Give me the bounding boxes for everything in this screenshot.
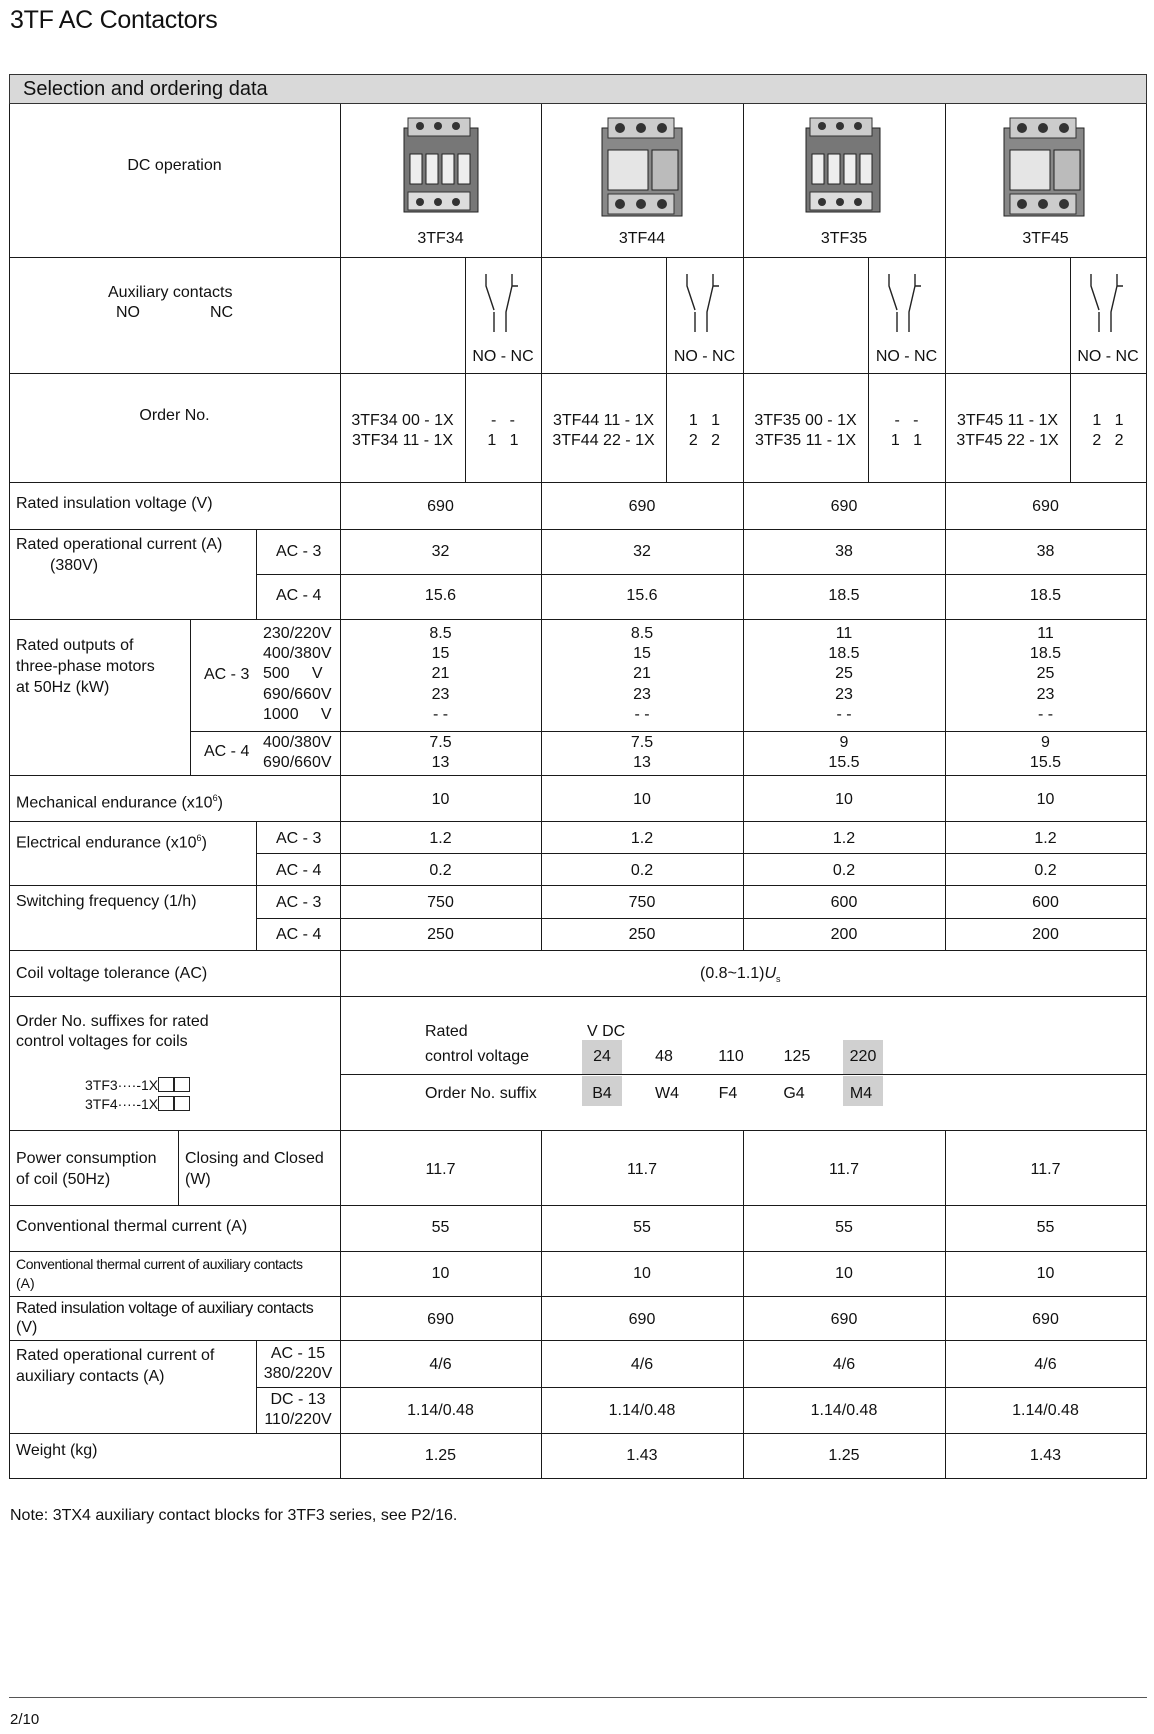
- control-voltage-label: control voltage: [425, 1048, 530, 1065]
- table-cell: 23: [633, 685, 651, 703]
- contact-symbol-icon: [1083, 272, 1127, 334]
- electrical-endurance-label: Electrical endurance $(x10^6)$: [16, 833, 207, 852]
- table-cell: - -: [432, 705, 449, 723]
- no-nc-label: NO - NC: [673, 348, 736, 365]
- table-cell: 690: [628, 498, 656, 515]
- table-cell: 23: [835, 685, 853, 703]
- no-nc-count: 2 2: [688, 432, 721, 449]
- no-nc-label: NO - NC: [472, 348, 534, 365]
- table-cell: 15.6: [626, 587, 658, 604]
- footnote: Note: 3TX4 auxiliary contact blocks for 3TF3 series, see P2/16.: [10, 1507, 458, 1524]
- table-cell: 10: [431, 1265, 450, 1282]
- power-sub-label: Closing and Closed: [185, 1150, 324, 1167]
- table-cell: 0.2: [832, 862, 856, 879]
- order-number: 3TF44 11 - 1X: [552, 412, 655, 429]
- table-cell: 38: [1036, 543, 1055, 560]
- contactor-image-3tf35: [802, 114, 886, 226]
- suffixes-label: Order No. suffixes for rated: [16, 1013, 209, 1030]
- suffix-value: B4: [592, 1085, 612, 1102]
- table-cell: 15: [431, 645, 450, 663]
- order-number: 3TF44 22 - 1X: [552, 432, 655, 449]
- insulation-aux-label: Rated insulation voltage of auxiliary contacts: [16, 1300, 314, 1317]
- contact-symbol-icon: [679, 272, 723, 334]
- power-sub-label: (W): [185, 1171, 211, 1188]
- table-cell: 13: [431, 754, 450, 772]
- table-cell: 600: [830, 894, 858, 911]
- table-cell: - -: [836, 705, 852, 723]
- utilization-category: 110/220V: [264, 1411, 332, 1428]
- voltage-value: 125: [783, 1048, 811, 1065]
- dc-operation-label: DC operation: [127, 157, 222, 174]
- table-cell: 1.2: [630, 830, 654, 847]
- table-cell: 10: [633, 791, 651, 808]
- table-cell: 1.25: [424, 1447, 457, 1464]
- coil-tolerance-value: $(0.8\sim 1.1)U_s$: [700, 965, 781, 985]
- rated-insulation-label: Rated insulation voltage (V): [16, 495, 213, 512]
- utilization-category: AC - 15: [270, 1345, 326, 1362]
- table-cell: 4/6: [1034, 1356, 1057, 1373]
- table-cell: 25: [1036, 665, 1055, 683]
- no-nc-count: 1 1: [487, 432, 519, 449]
- power-consumption-label: of coil (50Hz): [16, 1171, 111, 1188]
- table-cell: 32: [633, 543, 651, 560]
- contact-symbol-icon: [881, 272, 925, 334]
- table-cell: 1.2: [429, 830, 452, 847]
- voltage-rating: 690/660V: [263, 685, 332, 703]
- order-number: 3TF34 00 - 1X: [351, 412, 454, 429]
- contact-symbol-icon: [478, 272, 522, 334]
- rated-outputs-label: at 50Hz (kW): [16, 679, 110, 696]
- insulation-aux-label: (V): [16, 1319, 38, 1336]
- utilization-category: 380/220V: [263, 1365, 333, 1382]
- table-cell: 23: [431, 685, 450, 703]
- no-nc-count: 1 1: [1092, 412, 1124, 429]
- table-cell: 600: [1032, 894, 1059, 911]
- table-cell: 1.25: [828, 1447, 860, 1464]
- model-label: 3TF35: [820, 230, 868, 247]
- table-cell: 11.7: [829, 1161, 859, 1178]
- page-title: 3TF AC Contactors: [10, 6, 218, 34]
- table-cell: 18.5: [1029, 587, 1062, 604]
- suffix-pattern: 3TF3····-1X: [85, 1077, 190, 1093]
- table-cell: 10: [633, 1265, 651, 1282]
- contactor-image-3tf45: [1000, 114, 1090, 226]
- table-cell: 18.5: [1029, 645, 1062, 663]
- table-cell: 690: [427, 498, 454, 515]
- op-current-aux-label: Rated operational current of: [16, 1347, 215, 1364]
- no-nc-count: 2 2: [1092, 432, 1124, 449]
- table-cell: - -: [1037, 705, 1054, 723]
- voltage-rating: 400/380V: [263, 645, 332, 663]
- table-cell: 15.5: [1029, 754, 1062, 772]
- rated-op-current-label: Rated operational current (A): [16, 536, 223, 553]
- contactor-image-3tf44: [598, 114, 688, 226]
- utilization-category: AC - 4: [276, 862, 322, 879]
- table-cell: 200: [1032, 926, 1059, 943]
- table-cell: 11: [1037, 625, 1054, 642]
- table-cell: 25: [835, 665, 853, 683]
- weight-label: Weight (kg): [16, 1442, 98, 1459]
- power-consumption-label: Power consumption: [16, 1150, 157, 1167]
- table-cell: 7.5: [429, 734, 452, 751]
- table-cell: 690: [1032, 1311, 1059, 1328]
- table-cell: 7.5: [630, 734, 654, 751]
- no-nc-count: - -: [894, 412, 919, 429]
- suffix-value: F4: [718, 1085, 738, 1102]
- suffix-value: G4: [783, 1085, 805, 1102]
- table-cell: 250: [628, 926, 656, 943]
- rated-outputs-label: Rated outputs of: [16, 637, 134, 654]
- table-cell: 1.2: [1034, 830, 1057, 847]
- table-cell: 200: [830, 926, 858, 943]
- order-number: 3TF35 00 - 1X: [754, 412, 857, 429]
- rated-op-current-voltage: (380V): [50, 557, 99, 574]
- aux-contacts-label: Auxiliary contacts: [108, 284, 233, 301]
- vdc-label: V DC: [587, 1023, 626, 1040]
- voltage-rating: 500 V: [263, 665, 323, 683]
- mechanical-endurance-label: Mechanical endurance $(x10^6)$: [16, 793, 223, 812]
- table-cell: 750: [427, 894, 454, 911]
- table-cell: 18.5: [828, 587, 860, 604]
- table-cell: 21: [431, 665, 450, 683]
- table-cell: 9: [1041, 734, 1050, 751]
- table-cell: 11.7: [1030, 1161, 1061, 1178]
- order-no-label: Order No.: [139, 407, 210, 424]
- voltage-rating: 1000 V: [263, 705, 332, 723]
- contactor-image-3tf34: [400, 114, 484, 226]
- table-cell: 10: [835, 1265, 853, 1282]
- order-number: 3TF45 22 - 1X: [956, 432, 1059, 449]
- order-suffix-label: Order No. suffix: [425, 1085, 537, 1102]
- table-cell: 10: [1036, 1265, 1055, 1282]
- suffix-pattern: 3TF4····-1X: [85, 1096, 190, 1112]
- table-cell: 8.5: [630, 625, 654, 642]
- no-nc-label: NO - NC: [1077, 348, 1139, 365]
- voltage-value: 48: [655, 1048, 673, 1065]
- table-cell: 1.14/0.48: [608, 1402, 676, 1419]
- table-cell: 0.2: [429, 862, 452, 879]
- voltage-value: 24: [593, 1048, 611, 1065]
- no-nc-label: NO - NC: [875, 348, 938, 365]
- table-cell: 15: [633, 645, 651, 663]
- voltage-value: 110: [718, 1048, 744, 1065]
- table-cell: 0.2: [1034, 862, 1057, 879]
- order-number: 3TF45 11 - 1X: [956, 412, 1059, 429]
- model-label: 3TF34: [417, 230, 464, 247]
- table-cell: 750: [628, 894, 656, 911]
- utilization-category: AC - 3: [276, 543, 322, 560]
- table-cell: 11.7: [425, 1161, 456, 1178]
- aux-nc-label: NC: [210, 304, 234, 321]
- table-cell: 1.2: [832, 830, 856, 847]
- no-nc-count: 1 1: [890, 432, 923, 449]
- table-cell: 10: [835, 791, 853, 808]
- table-cell: 4/6: [832, 1356, 856, 1373]
- table-cell: 10: [1036, 791, 1055, 808]
- thermal-aux-label: Conventional thermal current of auxiliary contacts: [16, 1256, 303, 1272]
- table-cell: 690: [628, 1311, 656, 1328]
- table-cell: 0.2: [630, 862, 654, 879]
- table-cell: - -: [634, 705, 650, 723]
- table-cell: 23: [1036, 685, 1055, 703]
- switching-frequency-label: Switching frequency (1/h): [16, 893, 197, 910]
- voltage-rating: 400/380V: [263, 734, 332, 751]
- table-cell: 15.5: [828, 754, 860, 772]
- section-band: Selection and ordering data: [9, 74, 1147, 104]
- utilization-category: DC - 13: [270, 1391, 326, 1408]
- op-current-aux-label: auxiliary contacts (A): [16, 1368, 165, 1385]
- thermal-current-label: Conventional thermal current (A): [16, 1218, 248, 1235]
- suffixes-label: control voltages for coils: [16, 1033, 188, 1050]
- table-cell: 32: [431, 543, 450, 560]
- table-cell: 4/6: [630, 1356, 654, 1373]
- no-nc-count: 1 1: [688, 412, 721, 429]
- table-cell: 55: [1036, 1219, 1055, 1236]
- model-label: 3TF44: [618, 230, 666, 247]
- utilization-category: AC - 4: [276, 926, 322, 943]
- table-cell: 690: [830, 1311, 858, 1328]
- aux-no-label: NO: [116, 304, 140, 321]
- table-cell: 55: [835, 1219, 853, 1236]
- footer-rule: [9, 1697, 1147, 1698]
- utilization-category: AC - 3: [204, 666, 250, 683]
- table-cell: 55: [431, 1219, 450, 1236]
- voltage-rating: 690/660V: [263, 754, 332, 772]
- table-cell: 11.7: [627, 1161, 657, 1178]
- table-cell: 21: [633, 665, 651, 683]
- no-nc-count: - -: [491, 412, 515, 429]
- model-label: 3TF45: [1022, 230, 1069, 247]
- table-cell: 55: [633, 1219, 651, 1236]
- order-number: 3TF34 11 - 1X: [351, 432, 454, 449]
- utilization-category: AC - 4: [276, 587, 322, 604]
- rated-label: Rated: [425, 1023, 468, 1040]
- utilization-category: AC - 4: [204, 743, 250, 760]
- suffix-value: W4: [655, 1085, 679, 1102]
- table-cell: 1.43: [1029, 1447, 1062, 1464]
- voltage-rating: 230/220V: [263, 625, 332, 642]
- table-cell: 13: [633, 754, 651, 772]
- suffix-value: M4: [849, 1085, 873, 1102]
- table-cell: 690: [830, 498, 858, 515]
- table-cell: 1.43: [626, 1447, 658, 1464]
- table-cell: 18.5: [828, 645, 860, 663]
- table-cell: 1.14/0.48: [407, 1402, 474, 1419]
- coil-tolerance-label: Coil voltage tolerance (AC): [16, 965, 208, 982]
- thermal-aux-label: (A): [16, 1275, 35, 1291]
- utilization-category: AC - 3: [276, 830, 322, 847]
- rated-outputs-label: three-phase motors: [16, 658, 155, 675]
- table-cell: 15.6: [424, 587, 457, 604]
- table-cell: 1.14/0.48: [1012, 1402, 1079, 1419]
- table-cell: 11: [835, 625, 853, 642]
- table-cell: 9: [839, 734, 849, 751]
- table-cell: 690: [1032, 498, 1059, 515]
- table-cell: 38: [835, 543, 853, 560]
- table-cell: 4/6: [429, 1356, 452, 1373]
- utilization-category: AC - 3: [276, 894, 322, 911]
- table-cell: 8.5: [429, 625, 452, 642]
- table-cell: 1.14/0.48: [810, 1402, 878, 1419]
- table-cell: 690: [427, 1311, 454, 1328]
- order-number: 3TF35 11 - 1X: [754, 432, 857, 449]
- page-number: 2/10: [10, 1711, 40, 1728]
- voltage-value: 220: [849, 1048, 877, 1065]
- table-cell: 10: [431, 791, 450, 808]
- table-cell: 250: [427, 926, 454, 943]
